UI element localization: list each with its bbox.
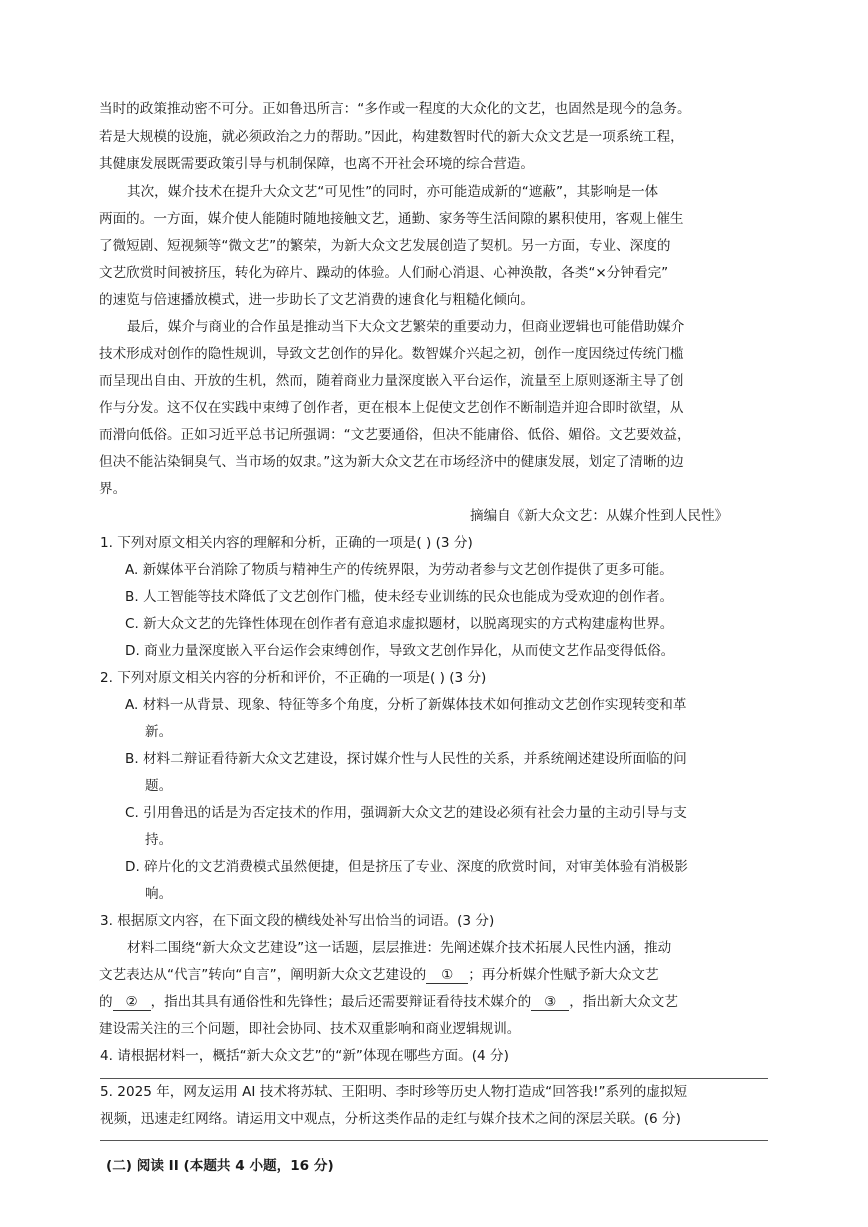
- blank-1[interactable]: ①: [426, 969, 468, 984]
- q3-text-line: 建设需关注的三个问题，即社会协同、技术双重影响和商业逻辑规训。: [99, 1021, 521, 1037]
- passage-line: 当时的政策推动密不可分。正如鲁迅所言：“多作或一程度的大众化的文艺，也固然是现今的急务。: [99, 101, 691, 117]
- question-2-stem: 2. 下列对原文相关内容的分析和评价，不正确的一项是( ) (3 分): [100, 670, 487, 686]
- q2-option-a: A. 材料一从背景、现象、特征等多个角度，分析了新媒体技术如何推动文艺创作实现转变和革: [125, 697, 687, 713]
- q3-text-segment: 文艺表达从“代言”转向“自言”，阐明新大众文艺建设的: [99, 967, 427, 983]
- passage-line: 界。: [99, 481, 127, 497]
- passage-line: 而滑向低俗。正如习近平总书记所强调：“文艺要通俗，但决不能庸俗、低俗、媚俗。文艺要效益，: [99, 427, 691, 443]
- passage-line: 但决不能沾染铜臭气、当市场的奴隶。”这为新大众文艺在市场经济中的健康发展，划定了清晰的边: [99, 454, 684, 470]
- q2-option-d: D. 碎片化的文艺消费模式虽然便捷，但是挤压了专业、深度的欣赏时间，对审美体验有消极影: [125, 859, 688, 875]
- divider: [100, 1140, 768, 1141]
- q3-text-segment: ，指出其具有通俗性和先锋性；最后还需要辩证看待技术媒介的: [150, 994, 532, 1010]
- q2-option-b: B. 材料二辩证看待新大众文艺建设，探讨媒介性与人民性的关系，并系统阐述建设所面临的问: [125, 751, 687, 767]
- question-3-stem: 3. 根据原文内容，在下面文段的横线处补写出恰当的词语。(3 分): [100, 913, 495, 929]
- passage-line: 若是大规模的设施，就必须政治之力的帮助。”因此，构建数智时代的新大众文艺是一项系统工程，: [99, 129, 684, 145]
- passage-line: 最后，媒介与商业的合作虽是推动当下大众文艺繁荣的重要动力，但商业逻辑也可能借助媒介: [127, 319, 685, 335]
- question-4-stem: 4. 请根据材料一，概括“新大众文艺”的“新”体现在哪些方面。(4 分): [100, 1048, 509, 1064]
- section-heading: (二) 阅读 II (本题共 4 小题，16 分): [106, 1158, 334, 1174]
- q2-option-d-cont: 响。: [145, 886, 173, 902]
- passage-line: 的速览与倍速播放模式，进一步助长了文艺消费的速食化与粗糙化倾向。: [99, 292, 534, 308]
- passage-line: 而呈现出自由、开放的生机，然而，随着商业力量深度嵌入平台运作，流量至上原则逐渐主导了创: [99, 373, 684, 389]
- q3-text-line: 材料二围绕“新大众文艺建设”这一话题，层层推进：先阐述媒介技术拓展人民性内涵，推动: [127, 940, 672, 956]
- q3-text-line: [99, 969, 659, 984]
- question-5-line: 5. 2025 年，网友运用 AI 技术将苏轼、王阳明、李时珍等历史人物打造成“回答我!”系列的虚拟短: [100, 1084, 688, 1100]
- q1-option-c: C. 新大众文艺的先锋性体现在创作者有意追求虚拟题材，以脱离现实的方式构建虚构世界。: [125, 616, 674, 632]
- passage-line: 两面的。一方面，媒介使人能随时随地接触文艺，通勤、家务等生活间隙的累积使用，客观上催生: [99, 211, 684, 227]
- source-citation: 摘编自《新大众文艺：从媒介性到人民性》: [470, 508, 729, 524]
- q3-text-segment: 的: [99, 994, 113, 1010]
- q2-option-b-cont: 题。: [145, 778, 173, 794]
- passage-line: 其次，媒介技术在提升大众文艺“可见性”的同时，亦可能造成新的“遮蔽”，其影响是一体: [127, 184, 659, 200]
- question-1-stem: 1. 下列对原文相关内容的理解和分析，正确的一项是( ) (3 分): [100, 535, 473, 551]
- passage-line: 技术形成对创作的隐性规训，导致文艺创作的异化。数智媒介兴起之初，创作一度因绕过传统门槛: [99, 346, 684, 362]
- passage-line: 其健康发展既需要政策引导与机制保障，也离不开社会环境的综合营造。: [99, 156, 534, 172]
- blank-2[interactable]: ②: [113, 996, 151, 1011]
- q2-option-c-cont: 持。: [145, 832, 173, 848]
- q3-text-segment: ，指出新大众文艺: [569, 994, 678, 1010]
- divider: [100, 1078, 768, 1079]
- q3-text-segment: ；再分析媒介性赋予新大众文艺: [468, 967, 659, 983]
- q3-text-line: [99, 996, 678, 1011]
- q1-option-b: B. 人工智能等技术降低了文艺创作门槛，使未经专业训练的民众也能成为受欢迎的创作者。: [125, 589, 674, 605]
- q2-option-a-cont: 新。: [145, 724, 173, 740]
- passage-line: 了微短剧、短视频等“微文艺”的繁荣，为新大众文艺发展创造了契机。另一方面，专业、深度的: [99, 238, 671, 254]
- passage-line: 作与分发。这不仅在实践中束缚了创作者，更在根本上促使文艺创作不断制造并迎合即时欲望，从: [99, 400, 684, 416]
- q1-option-d: D. 商业力量深度嵌入平台运作会束缚创作，导致文艺创作异化，从而使文艺作品变得低俗。: [125, 643, 675, 659]
- blank-3[interactable]: ③: [531, 996, 569, 1011]
- q1-option-a: A. 新媒体平台消除了物质与精神生产的传统界限，为劳动者参与文艺创作提供了更多可能。: [125, 562, 673, 578]
- question-5-line: 视频，迅速走红网络。请运用文中观点，分析这类作品的走红与媒介技术之间的深层关联。(6 分): [100, 1111, 681, 1127]
- passage-line: 文艺欣赏时间被挤压，转化为碎片、躁动的体验。人们耐心消退、心神涣散，各类“×分钟看完”: [99, 265, 669, 281]
- q2-option-c: C. 引用鲁迅的话是为否定技术的作用，强调新大众文艺的建设必须有社会力量的主动引导与支: [125, 805, 687, 821]
